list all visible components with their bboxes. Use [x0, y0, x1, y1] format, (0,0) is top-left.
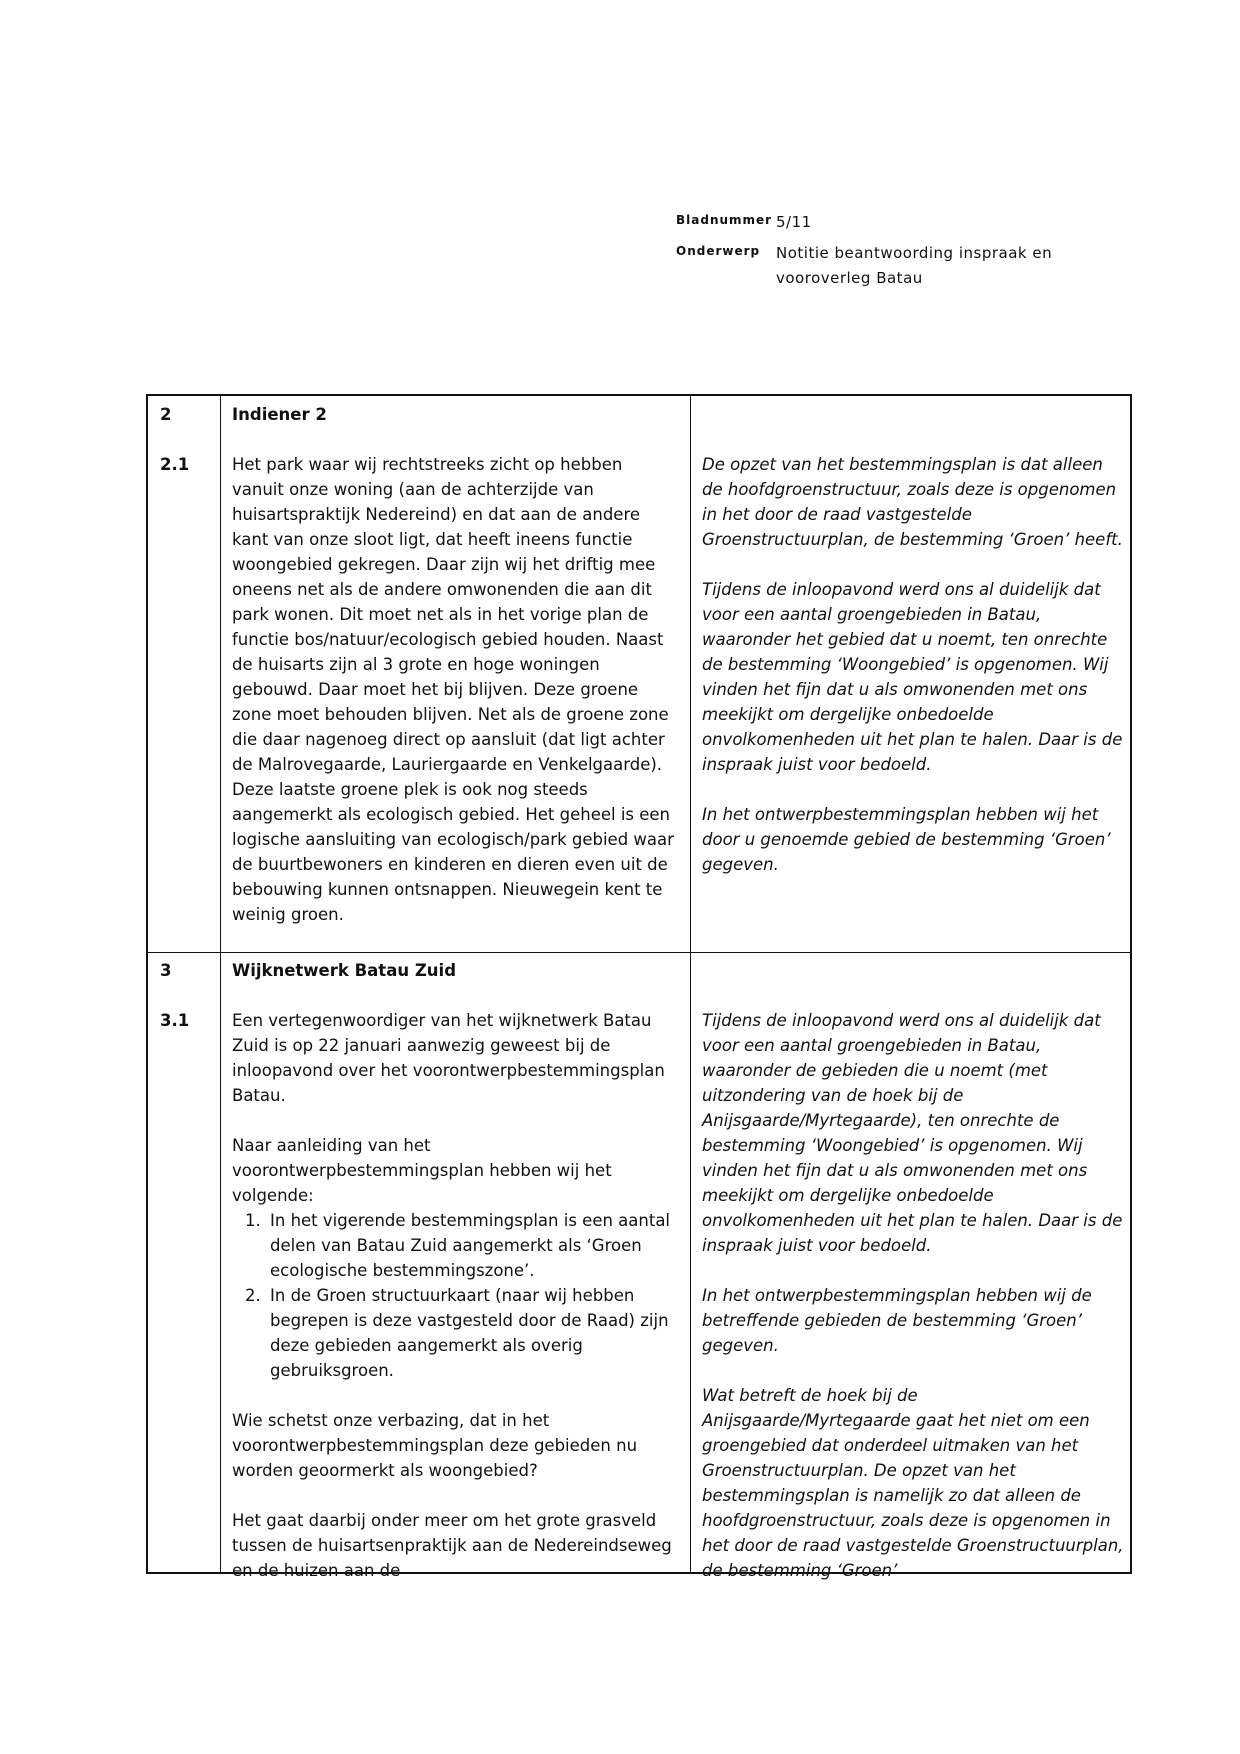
answer-paragraph: In het ontwerpbestemmingsplan hebben wij het door u genoemde gebied de bestemming ‘Groen’ gegeven. — [702, 805, 1111, 874]
onderwerp-row — [676, 241, 1052, 291]
section-3-1-text — [232, 1008, 677, 1583]
body-paragraph: Wie schetst onze verbazing, dat in het voorontwerpbestemmingsplan deze gebieden nu worden geoormerkt als woongebied? — [232, 1411, 638, 1480]
response-table — [146, 394, 1132, 1580]
section-2-1-text: Het park waar wij rechtstreeks zicht op hebben vanuit onze woning (aan de achterzijde van huisartspraktijk Nedereind) en dat aan de andere kant van onze sloot ligt, dat heeft ineens functie woongebied gekregen. Daar zijn wij het driftig mee oneens net als de andere omwonenden die aan dit park wonen. Dit moet net als in het vorige plan de functie bos/natuur/ecologisch gebied houden. Naast de huisarts zijn al 3 grote en hoge woningen gebouwd. Daar moet het bij blijven. Deze groene zone moet behouden blijven. Net als de groene zone die daar nagenoeg direct op aansluit (dat ligt achter de Malrovegaarde, Lauriergaarde en Venkelgaarde). Deze laatste groene plek is ook nog steeds aangemerkt als ecologisch gebied. Het geheel is een logische aansluiting van ecologisch/park gebied waar de buurtbewoners en kinderen en dieren even uit de bebouwing kunnen ontsnappen. Nieuwegein kent te weinig groen. — [232, 455, 674, 924]
onderwerp-label: Onderwerp — [676, 244, 761, 258]
answer-paragraph: Tijdens de inloopavond werd ons al duidelijk dat voor een aantal groengebieden in Batau, waaronder het gebied dat u noemt, ten onrechte de bestemming ‘Woongebied’ is opgenomen. Wij vinden het fijn dat u als omwonenden met ons meekijkt om dergelijke onbedoelde onvolkomenheden uit het plan te halen. Daar is de inspraak juist voor bedoeld. — [702, 580, 1123, 774]
column-divider-2 — [690, 396, 691, 1572]
answer-paragraph: Wat betreft de hoek bij de Anijsgaarde/Myrtegaarde gaat het niet om een groengebied dat onderdeel uitmaken van het Groenstructuurplan. De opzet van het bestemmingsplan is namelijk zo dat alleen de hoofdgroenstructuur, zoals deze is opgenomen in het door de raad vastgestelde Groenstructuurplan, de bestemming ‘Groen’ — [702, 1386, 1124, 1580]
section-2-title: Indiener 2 — [232, 405, 327, 424]
answer-paragraph: De opzet van het bestemmingsplan is dat alleen de hoofdgroenstructuur, zoals deze is opgenomen in het door de raad vastgestelde Groenstructuurplan, de bestemming ‘Groen’ heeft. — [702, 455, 1123, 549]
section-2-1-number: 2.1 — [160, 455, 190, 474]
onderwerp-value — [776, 241, 1052, 291]
bladnummer-value: 5/11 — [776, 213, 812, 231]
onderwerp-line-1: Notitie beantwoording inspraak en — [776, 244, 1053, 262]
document-header — [676, 210, 1052, 297]
section-3-1-number: 3.1 — [160, 1011, 190, 1030]
list-item: 2. In de Groen structuurkaart (naar wij hebben begrepen is deze vastgesteld door de Raad) zijn deze gebieden aangemerkt als overig gebruiksgroen. — [266, 1283, 677, 1383]
body-paragraph: Naar aanleiding van het voorontwerpbestemmingsplan hebben wij het volgende: — [232, 1136, 612, 1205]
body-paragraph: Het gaat daarbij onder meer om het grote grasveld tussen de huisartsenpraktijk aan de Nedereindseweg en de huizen aan de — [232, 1511, 672, 1580]
section-3-number: 3 — [160, 961, 172, 980]
numbered-list — [232, 1208, 677, 1383]
section-3-1-answer — [702, 1008, 1127, 1583]
bladnummer-label: Bladnummer — [676, 213, 773, 227]
section-2-number: 2 — [160, 405, 172, 424]
answer-paragraph: In het ontwerpbestemmingsplan hebben wij de betreffende gebieden de bestemming ‘Groen’ gegeven. — [702, 1286, 1092, 1355]
section-2-1-answer — [702, 452, 1127, 877]
answer-paragraph: Tijdens de inloopavond werd ons al duidelijk dat voor een aantal groengebieden in Batau, waaronder de gebieden die u noemt (met uitzondering van de hoek bij de Anijsgaarde/Myrtegaarde), ten onrechte de bestemming ‘Woongebied’ is opgenomen. Wij vinden het fijn dat u als omwonenden met ons meekijkt om dergelijke onbedoelde onvolkomenheden uit het plan te halen. Daar is de inspraak juist voor bedoeld. — [702, 1011, 1123, 1255]
column-divider-1 — [220, 396, 221, 1572]
section-3-title: Wijknetwerk Batau Zuid — [232, 961, 456, 980]
onderwerp-line-2: vooroverleg Batau — [776, 269, 923, 287]
bladnummer-row — [676, 210, 1052, 235]
row-divider — [148, 952, 1130, 953]
body-paragraph: Een vertegenwoordiger van het wijknetwerk Batau Zuid is op 22 januari aanwezig geweest bij de inloopavond over het voorontwerpbestemmingsplan Batau. — [232, 1011, 665, 1105]
list-item: 1. In het vigerende bestemmingsplan is een aantal delen van Batau Zuid aangemerkt als ‘Groen ecologische bestemmingszone’. — [266, 1208, 677, 1283]
